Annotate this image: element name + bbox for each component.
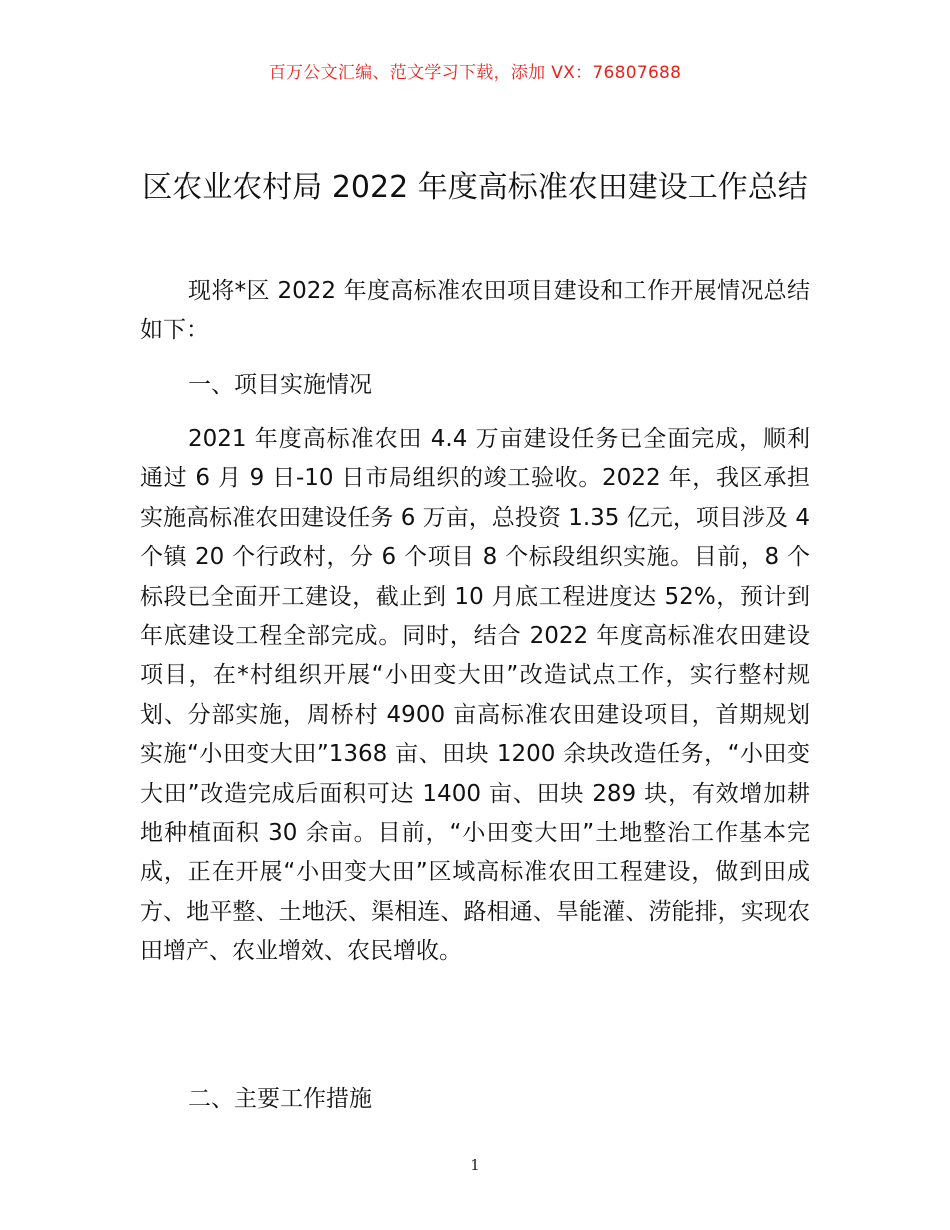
header-banner: 百万公文汇编、范文学习下载，添加 VX：76807688 (268, 63, 682, 83)
section1-paragraph: 2021 年度高标准农田 4.4 万亩建设任务已全面完成，顺利通过 6 月 9 日-10 日市局组织的竣工验收。2022 年，我区承担实施高标准农田建设任务 6 万亩，总投资 1.35 亿元，项目涉及 4 个镇 20 个行政村，分 6 个项目 8 个标段组织实施。目前，8 个标段已全面开工建设，截止到 10 月底工程进度达 52%，预计到年底建设工程全部完成。同时，结合 2022 年度高标准农田建设项目，在*村组织开展“小田变大田”改造试点工作，实行整村规划、分部实施，周桥村 4900 亩高标准农田建设项目，首期规划实施“小田变大田”1368 亩、田块 1200 余块改造任务，“小田变大田”改造完成后面积可达 1400 亩、田块 289 块，有效增加耕地种植面积 30 余亩。目前，“小田变大田”土地整治工作基本完成，正在开展“小田变大田”区域高标准农田工程建设，做到田成方、地平整、土地沃、渠相连、路相通、旱能灌、涝能排，实现农田增产、农业增效、农民增收。 (140, 426, 810, 965)
document-title: 区农业农村局 2022 年度高标准农田建设工作总结 (142, 170, 808, 205)
section1-body-block (140, 420, 810, 972)
page-number: 1 (470, 1156, 480, 1174)
intro-paragraph: 现将*区 2022 年度高标准农田项目建设和工作开展情况总结如下： (140, 278, 810, 344)
section1-heading-block (140, 366, 810, 405)
section2-heading: 二、主要工作措施 (188, 1086, 372, 1112)
section2-heading-block (140, 1080, 810, 1119)
section1-heading: 一、项目实施情况 (188, 372, 372, 398)
intro-block (140, 272, 810, 351)
